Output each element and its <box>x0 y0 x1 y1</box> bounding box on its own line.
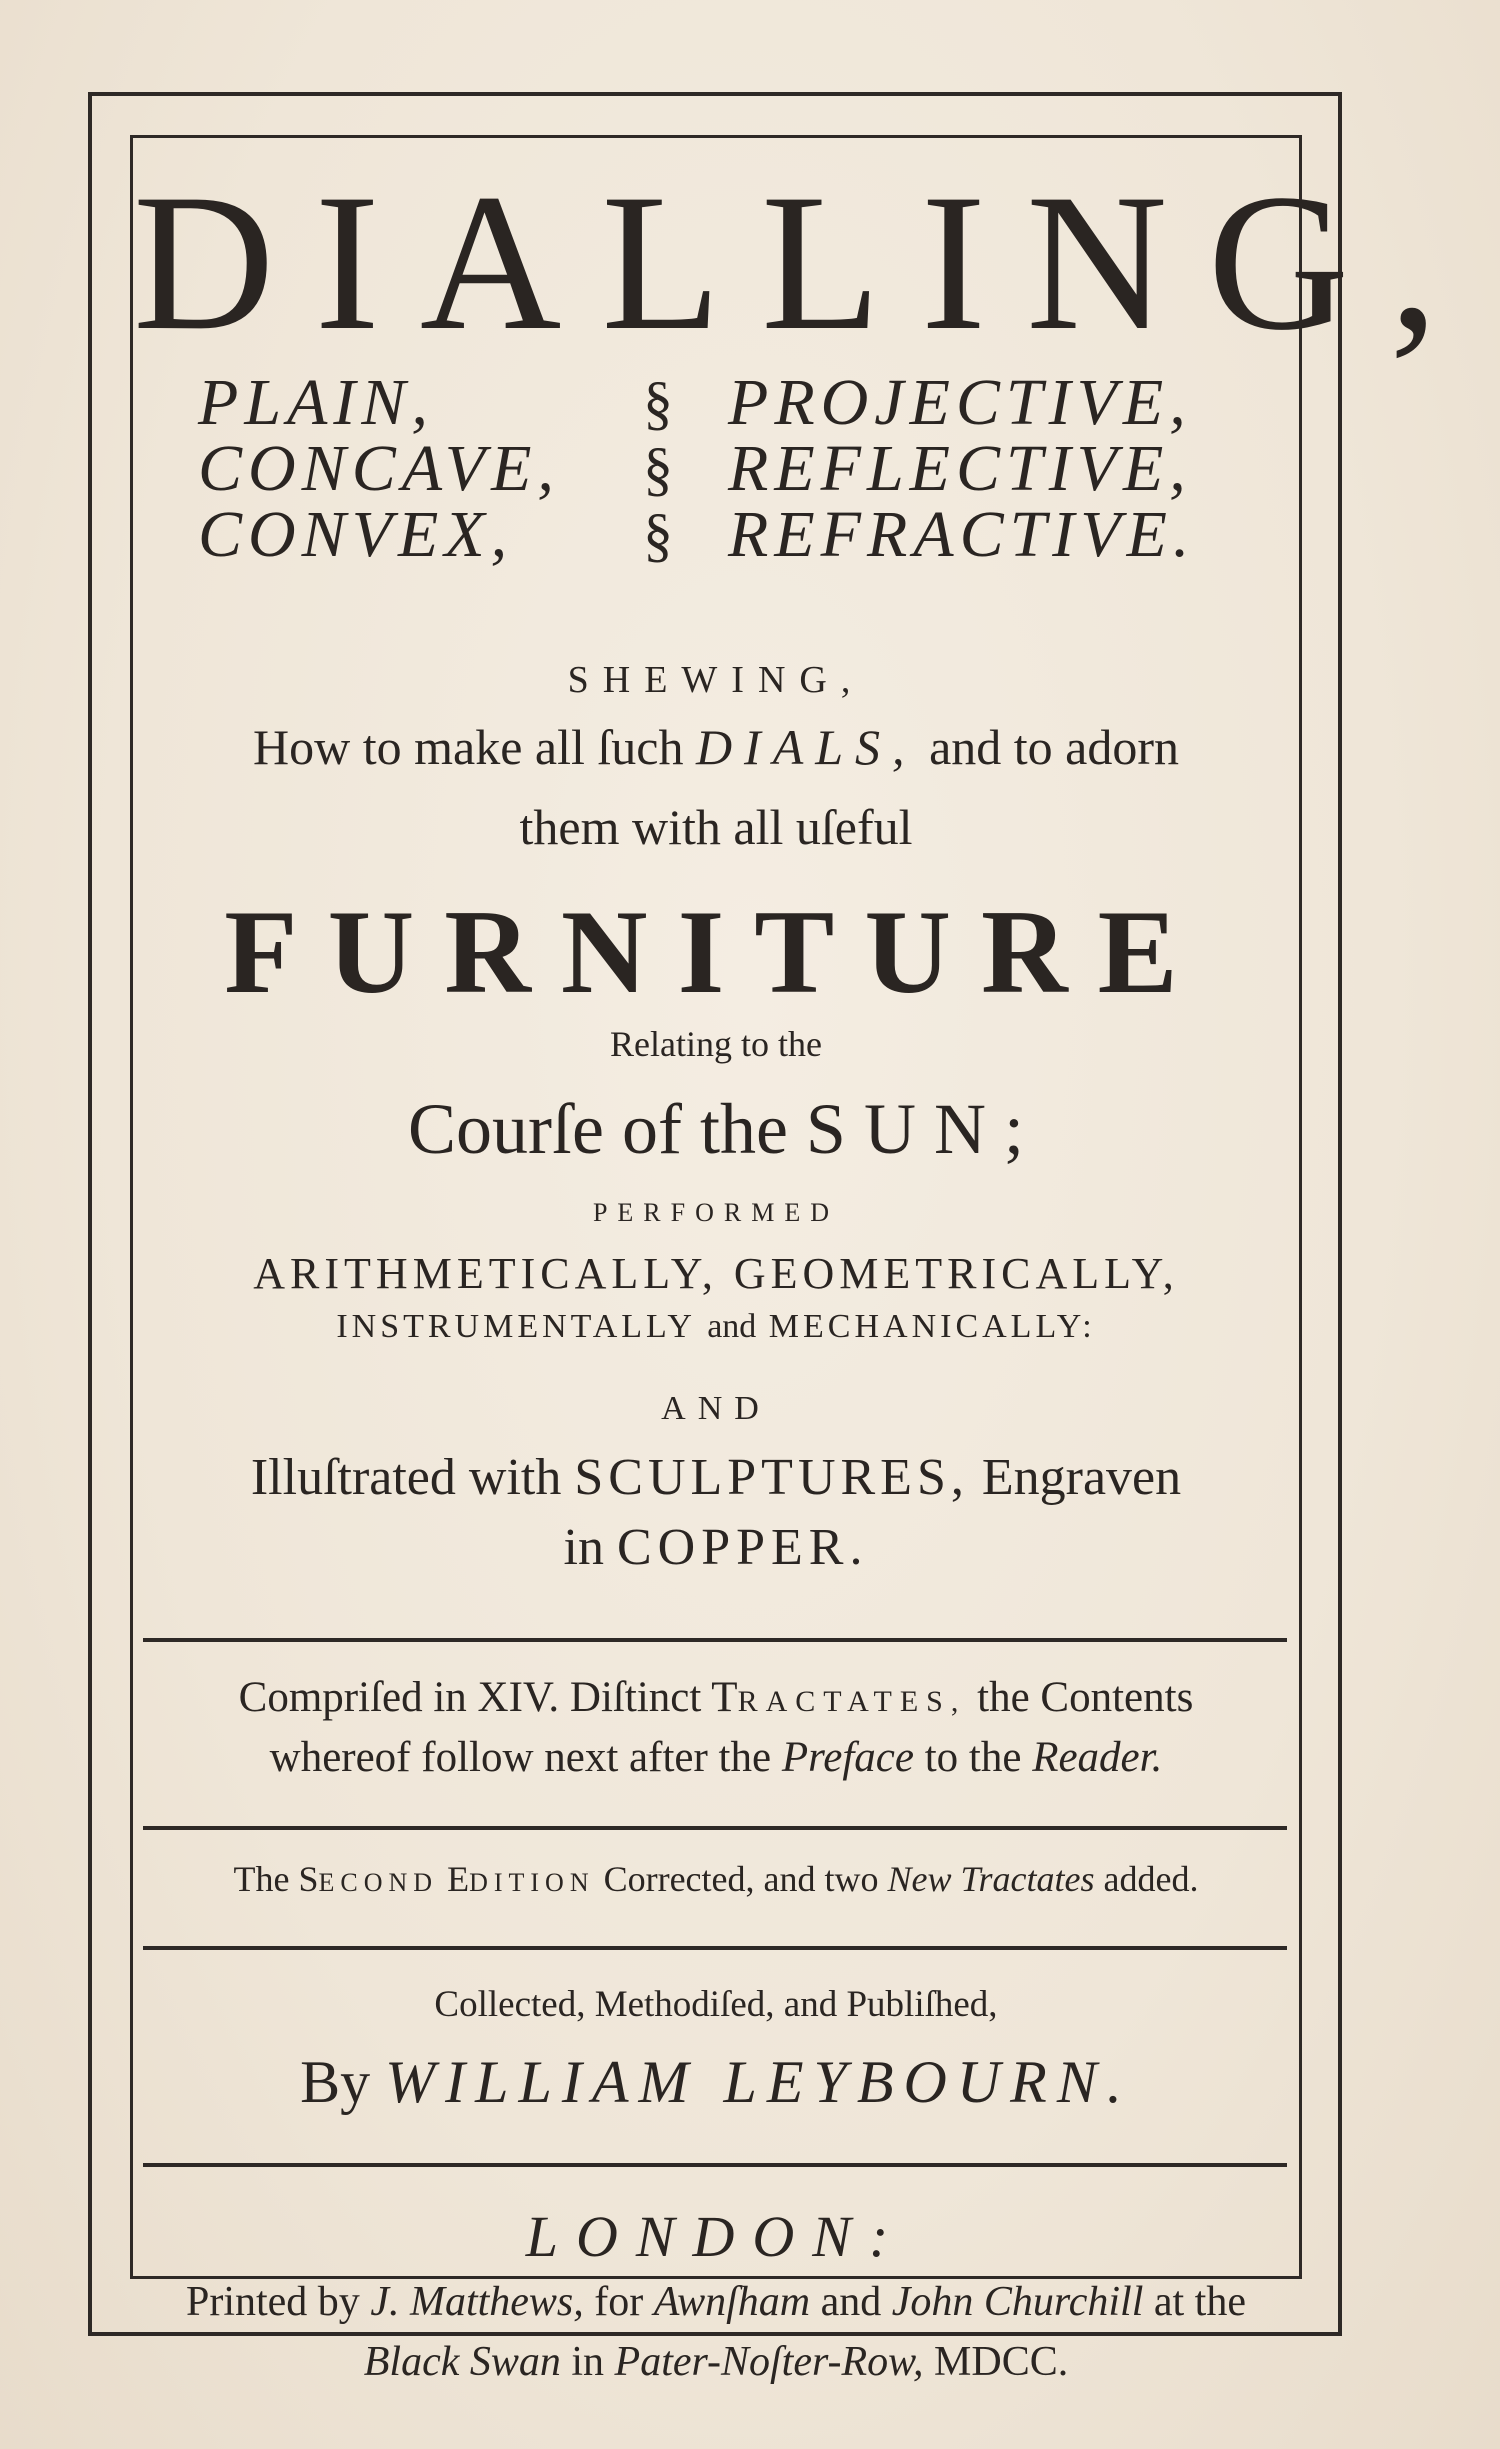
collected-line: Collected, Methodiſed, and Publiſhed, <box>434 1984 998 2025</box>
second-initial: S <box>298 1859 319 1899</box>
reader-word: Reader. <box>1032 1734 1163 1781</box>
sculptures-word: SCULPTURES, <box>574 1449 969 1506</box>
edition-rest: DITION <box>469 1868 595 1897</box>
shewing-heading: SHEWING, <box>567 659 865 701</box>
corrected-text: Corrected, and two <box>603 1859 879 1899</box>
awnsham-name: Awnſham <box>653 2279 811 2325</box>
course-pre: Courſe of the <box>408 1089 788 1169</box>
in-word: in <box>563 1519 604 1576</box>
divider-rule-4 <box>143 2163 1287 2167</box>
variant-refractive: REFRACTIVE. <box>728 498 1196 571</box>
printer-name: J. Matthews, <box>370 2279 584 2325</box>
imprint-line-1 <box>133 2278 1299 2326</box>
preface-word: Preface <box>781 1734 914 1781</box>
tractates-initial: T <box>711 1674 738 1721</box>
john-churchill-name: John Churchill <box>891 2279 1144 2325</box>
for-word: for <box>594 2279 644 2325</box>
arithmetically-line: ARITHMETICALLY, GEOMETRICALLY, <box>253 1249 1179 1298</box>
dials-word: DIALS, <box>695 719 917 775</box>
instr-post: MECHANICALLY: <box>768 1308 1096 1345</box>
how-line-1 <box>133 718 1299 776</box>
printed-by: Printed by <box>185 2279 360 2325</box>
how-pre: How to make all ſuch <box>253 719 684 775</box>
illustrated-line-2 <box>133 1518 1299 1577</box>
how-post: and to adorn <box>929 719 1179 775</box>
variant-plain: PLAIN, <box>198 366 434 439</box>
divider-rule-2 <box>143 1826 1287 1830</box>
edition-line <box>133 1858 1299 1900</box>
variant-concave: CONCAVE, <box>198 432 560 505</box>
illustrated-pre: Illuſtrated with <box>250 1449 562 1506</box>
variant-projective: PROJECTIVE, <box>728 366 1192 439</box>
variant-convex: CONVEX, <box>198 498 514 571</box>
engraven-word: Engraven <box>981 1449 1182 1506</box>
instr-pre: INSTRUMENTALLY <box>336 1308 695 1345</box>
to-the-text: to the <box>924 1734 1022 1781</box>
variants-left-column <box>198 366 560 571</box>
copper-word: COPPER. <box>616 1519 869 1576</box>
instrumentally-line <box>133 1308 1299 1346</box>
course-line <box>133 1088 1299 1171</box>
imprint-year: MDCC. <box>934 2339 1069 2385</box>
comprised-line-2 <box>133 1733 1299 1782</box>
new-tractates: New Tractates <box>887 1859 1095 1899</box>
by-word: By <box>300 2049 371 2115</box>
how-line-2: them with all uſeful <box>519 799 913 855</box>
illustrated-line-1 <box>133 1448 1299 1507</box>
second-rest: ECOND <box>318 1868 439 1897</box>
instr-and: and <box>707 1308 757 1345</box>
comprised-line-1 <box>133 1673 1299 1722</box>
imprint-line-2 <box>133 2338 1299 2386</box>
dial-variants <box>198 366 1248 610</box>
furniture-heading: FURNITURE <box>224 885 1208 1018</box>
brace-ornament: § § § <box>643 370 673 568</box>
divider-rule-3 <box>143 1946 1287 1950</box>
divider-rule-1 <box>143 1638 1287 1642</box>
in-word-imprint: in <box>571 2339 605 2385</box>
edition-the: The <box>233 1859 290 1899</box>
performed-line: PERFORMED <box>592 1198 840 1227</box>
and-line: AND <box>661 1390 771 1427</box>
book-title: DIALLING, <box>133 154 1479 371</box>
added-word: added. <box>1103 1859 1199 1899</box>
sun-word: SUN <box>805 1089 1004 1169</box>
edition-initial: E <box>447 1859 470 1899</box>
tractates-rest: RACTATES, <box>737 1685 967 1718</box>
whereof-text: whereof follow next after the <box>269 1734 772 1781</box>
relating-line: Relating to the <box>610 1024 822 1064</box>
imprint-city: LONDON: <box>525 2204 907 2269</box>
author-name: WILLIAM LEYBOURN. <box>385 2049 1132 2115</box>
author-line <box>133 2048 1299 2117</box>
course-post: ; <box>1003 1089 1024 1169</box>
comprised-post: the Contents <box>977 1674 1194 1721</box>
black-swan: Black Swan <box>363 2339 561 2385</box>
variant-reflective: REFLECTIVE, <box>728 432 1192 505</box>
comprised-pre: Compriſed in XIV. Diſtinct <box>238 1674 702 1721</box>
street-name: Pater-Noſter-Row, <box>614 2339 924 2385</box>
at-the-text: at the <box>1153 2279 1246 2325</box>
and-word: and <box>820 2279 882 2325</box>
variants-right-column <box>728 366 1196 571</box>
